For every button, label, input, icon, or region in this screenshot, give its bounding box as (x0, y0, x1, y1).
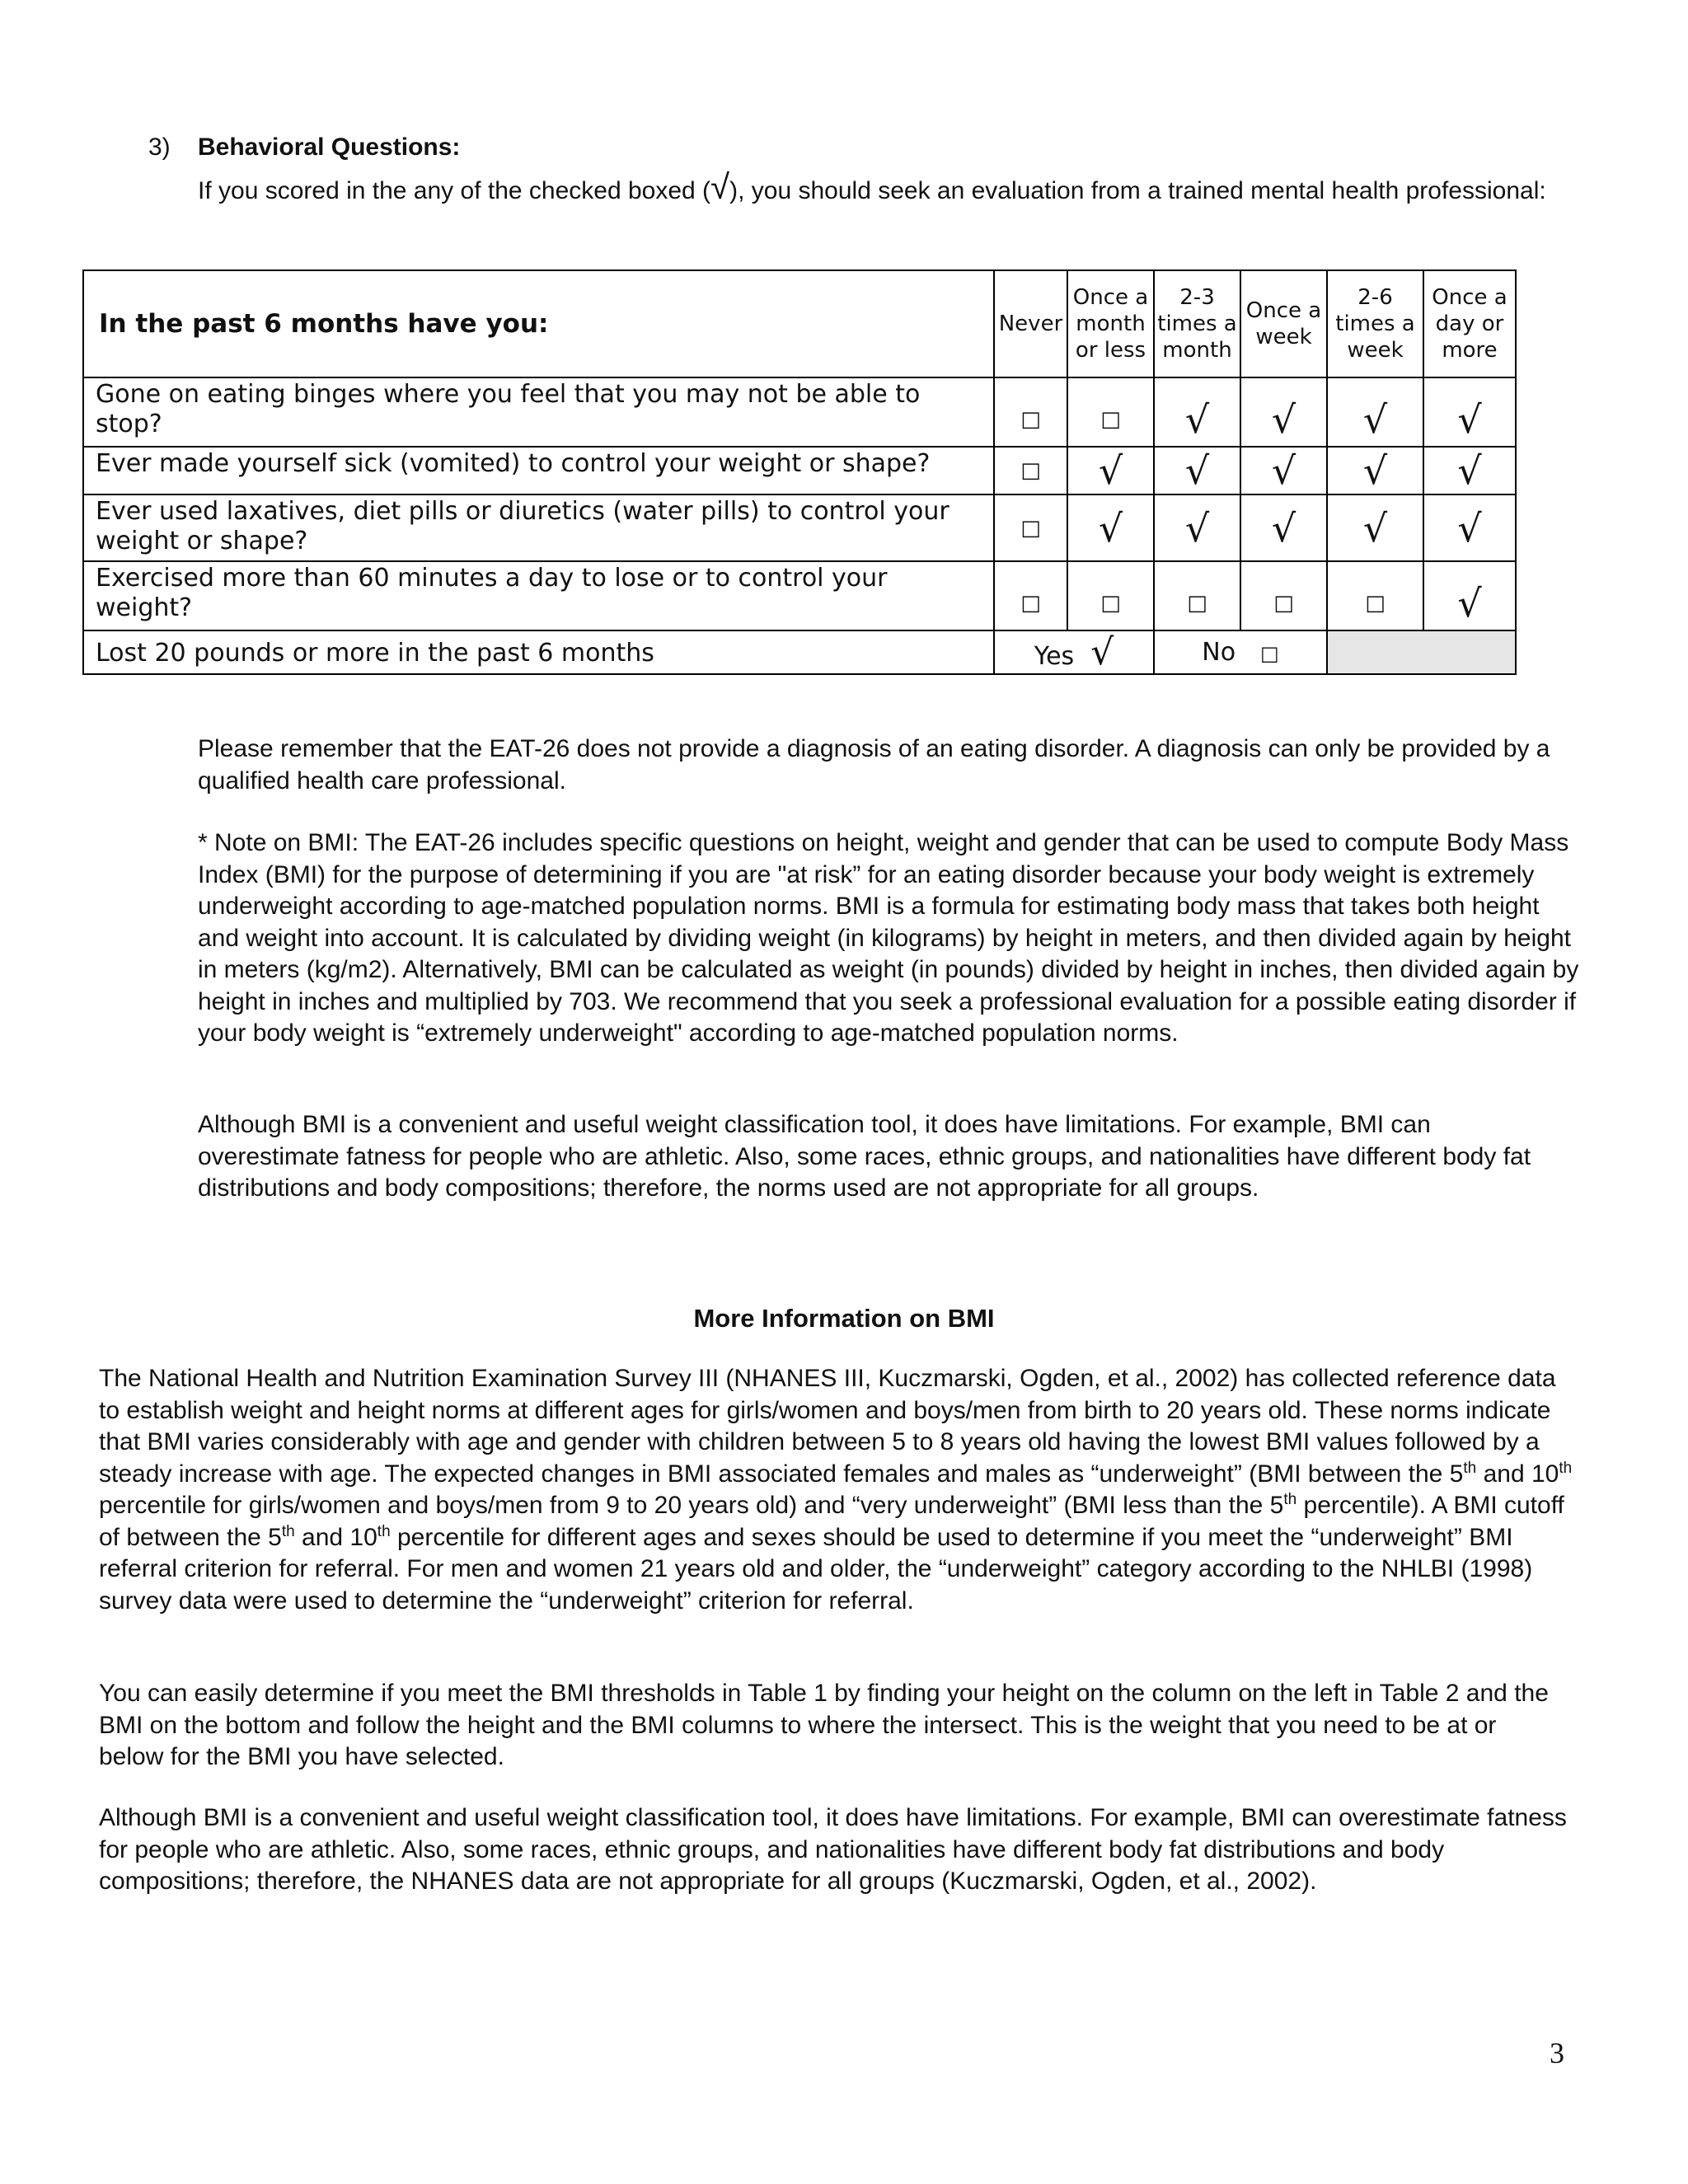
answer-box[interactable]: □ (994, 447, 1067, 494)
answer-yes[interactable] (994, 630, 1154, 674)
superscript-th: th (1559, 1459, 1573, 1477)
table-row (83, 561, 1516, 630)
answer-no[interactable] (1154, 630, 1327, 674)
check-mark-icon[interactable]: √ (1240, 447, 1327, 494)
answer-box[interactable]: □ (1260, 642, 1279, 665)
frequency-header-2-6-weekly: 2-6 times a week (1327, 270, 1423, 377)
section-number: 3) (148, 134, 171, 161)
more-info-title: More Information on BMI (693, 1304, 995, 1333)
nhanes-text: and 10 (294, 1523, 377, 1551)
question-column-header: In the past 6 months have you: (83, 270, 994, 377)
answer-box[interactable]: □ (1240, 561, 1327, 630)
answer-box[interactable]: □ (1067, 561, 1154, 630)
section-instruction (198, 167, 1550, 207)
reminder-paragraph: Please remember that the EAT-26 does not provide a diagnosis of an eating disorder. A diagnosis can only be provided by a qualified health care professional. (198, 735, 1550, 794)
table-row (83, 447, 1516, 494)
table-row (83, 630, 1516, 674)
check-mark-icon[interactable]: √ (1423, 561, 1516, 630)
frequency-header-weekly: Once a week (1240, 270, 1327, 377)
limitations-paragraph-2: Although BMI is a convenient and useful weight classification tool, it does have limitations. For example, BMI can overestimate fatness for people who are athletic. Also, some races, ethnic groups, and nationalities have different body fat distributions and body compositions; therefore, the NHANES data are not appropriate for all groups (Kuczmarski, Ogden, et al., 2002). (99, 1804, 1567, 1895)
question-binges: Gone on eating binges where you feel that you may not be able to stop? (83, 377, 994, 447)
check-mark-icon[interactable]: √ (1154, 494, 1240, 561)
frequency-header-monthly: Once a month or less (1067, 270, 1154, 377)
check-mark-icon[interactable]: √ (1327, 447, 1423, 494)
no-label: No (1202, 638, 1236, 667)
behavioral-questions-table (82, 269, 1517, 675)
nhanes-text: percentile for girls/women and boys/men from 9 to 20 years old) and “very underweight” (BMI less than the 5 (99, 1492, 1284, 1519)
table-usage-paragraph: You can easily determine if you meet the BMI thresholds in Table 1 by finding your height on the column on the left in Table 2 and the BMI on the bottom and follow the height and the BMI columns to where the intersect. This is the weight that you need to be at or below for the BMI you have selected. (99, 1680, 1549, 1770)
page-number: 3 (1550, 2036, 1564, 2069)
check-mark-icon[interactable]: √ (1154, 377, 1240, 447)
answer-box[interactable]: □ (994, 494, 1067, 561)
check-mark-icon[interactable]: √ (1240, 494, 1327, 561)
instruction-text-after: ), you should seek an evaluation from a trained mental health professional: (729, 177, 1546, 204)
answer-box[interactable]: □ (1154, 561, 1240, 630)
table-header-row (83, 270, 1516, 377)
frequency-header-never: Never (994, 270, 1067, 377)
section-title: Behavioral Questions: (198, 134, 461, 161)
superscript-th: th (281, 1522, 295, 1540)
frequency-header-daily: Once a day or more (1423, 270, 1516, 377)
nhanes-text: The National Health and Nutrition Examination Survey III (NHANES III, Kuczmarski, Ogden, et al., 2002) has collected reference data to establish weight and height norms at different ages for girls/women and boys/men from birth to 20 years old. These norms indicate that BMI varies considerably with age and gender with children between 5 to 8 years old having the lowest BMI values followed by a steady increase with age. The expected changes in BMI associated females and males as “underweight” (BMI between the 5 (99, 1365, 1556, 1488)
check-mark-icon: √ (710, 167, 730, 206)
nhanes-text: percentile). A BMI cutoff of between the 5 (99, 1492, 1564, 1551)
table-row (83, 494, 1516, 561)
superscript-th: th (377, 1522, 391, 1540)
nhanes-text: percentile for different ages and sexes should be used to determine if you meet the “underweight” BMI referral criterion for referral. For men and women 21 years old and older, the “underweight” category according to the NHLBI (1998) survey data were used to determine the “underweight” criterion for referral. (99, 1523, 1533, 1615)
nhanes-text: and 10 (1476, 1460, 1559, 1488)
frequency-header-2-3-monthly: 2-3 times a month (1154, 270, 1240, 377)
check-mark-icon[interactable]: √ (1423, 377, 1516, 447)
question-exercised: Exercised more than 60 minutes a day to lose or to control your weight? (83, 561, 994, 630)
check-mark-icon[interactable]: √ (1423, 494, 1516, 561)
check-mark-icon[interactable]: √ (1154, 447, 1240, 494)
instruction-text-before: If you scored in the any of the checked boxed ( (198, 177, 711, 204)
check-mark-icon[interactable]: √ (1067, 447, 1154, 494)
check-mark-icon[interactable]: √ (1090, 631, 1114, 673)
nhanes-paragraph (99, 1363, 1582, 1617)
check-mark-icon[interactable]: √ (1327, 494, 1423, 561)
superscript-th: th (1463, 1459, 1477, 1477)
superscript-th: th (1283, 1491, 1297, 1508)
empty-shaded-cell (1327, 630, 1516, 674)
limitations-paragraph: Although BMI is a convenient and useful weight classification tool, it does have limitations. For example, BMI can overestimate fatness for people who are athletic. Also, some races, ethnic groups, and nationalities have different body fat distributions and body compositions; therefore, the norms used are not appropriate for all groups. (198, 1111, 1531, 1202)
check-mark-icon[interactable]: √ (1327, 377, 1423, 447)
answer-box[interactable]: □ (1067, 377, 1154, 447)
question-vomited: Ever made yourself sick (vomited) to control your weight or shape? (83, 447, 994, 494)
bmi-note-paragraph: * Note on BMI: The EAT-26 includes specific questions on height, weight and gender that can be used to compute Body Mass Index (BMI) for the purpose of determining if you are "at risk” for an eating disorder because your body weight is extremely underweight according to age-matched population norms. BMI is a formula for estimating body mass that takes both height and weight into account. It is calculated by dividing weight (in kilograms) by height in meters, and then divided again by height in meters (kg/m2). Alternatively, BMI can be calculated as weight (in pounds) divided by height in inches, then divided again by height in inches and multiplied by 703. We recommend that you seek a professional evaluation for a possible eating disorder if your body weight is “extremely underweight" according to age-matched population norms. (198, 829, 1579, 1047)
answer-box[interactable]: □ (994, 377, 1067, 447)
check-mark-icon[interactable]: √ (1423, 447, 1516, 494)
check-mark-icon[interactable]: √ (1240, 377, 1327, 447)
question-lost-weight: Lost 20 pounds or more in the past 6 months (83, 630, 994, 674)
question-laxatives: Ever used laxatives, diet pills or diuretics (water pills) to control your weight or shape? (83, 494, 994, 561)
answer-box[interactable]: □ (1327, 561, 1423, 630)
answer-box[interactable]: □ (994, 561, 1067, 630)
check-mark-icon[interactable]: √ (1067, 494, 1154, 561)
table-row (83, 377, 1516, 447)
yes-label: Yes (1034, 642, 1075, 671)
